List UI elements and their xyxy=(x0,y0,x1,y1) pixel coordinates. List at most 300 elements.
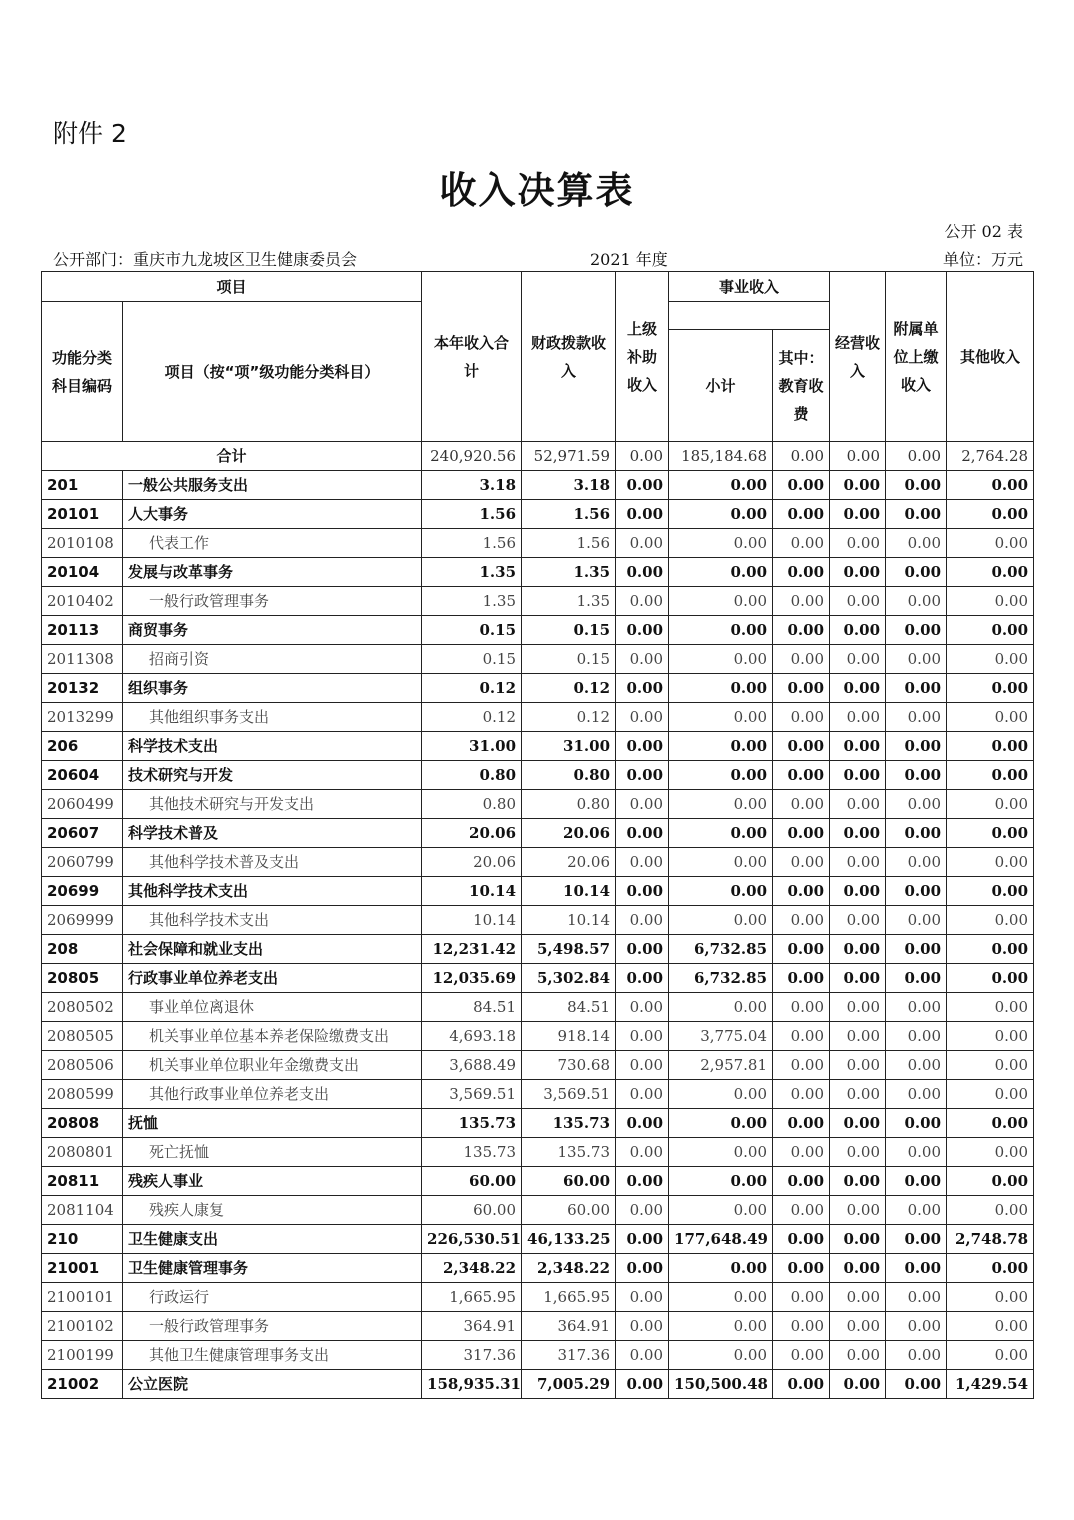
row-name: 机关事业单位职业年金缴费支出 xyxy=(123,1051,422,1080)
row-value: 0.00 xyxy=(669,616,773,645)
row-value: 0.00 xyxy=(947,993,1034,1022)
row-name: 其他行政事业单位养老支出 xyxy=(123,1080,422,1109)
row-value: 0.12 xyxy=(422,703,522,732)
row-value: 0.00 xyxy=(886,587,947,616)
row-value: 0.80 xyxy=(422,761,522,790)
row-value: 0.15 xyxy=(522,645,616,674)
row-value: 0.00 xyxy=(947,703,1034,732)
row-value: 0.00 xyxy=(830,645,886,674)
row-value: 0.00 xyxy=(886,471,947,500)
total-cell: 52,971.59 xyxy=(522,442,616,471)
row-value: 0.00 xyxy=(773,906,830,935)
row-value: 0.00 xyxy=(886,819,947,848)
row-value: 0.00 xyxy=(773,1080,830,1109)
row-value: 0.00 xyxy=(886,1225,947,1254)
row-value: 0.00 xyxy=(773,645,830,674)
page-title: 收入决算表 xyxy=(439,169,635,212)
row-name: 行政事业单位养老支出 xyxy=(123,964,422,993)
row-value: 0.00 xyxy=(616,790,669,819)
row-value: 0.12 xyxy=(522,674,616,703)
row-name: 其他科学技术支出 xyxy=(123,877,422,906)
row-code: 2100199 xyxy=(42,1341,123,1370)
row-code: 20607 xyxy=(42,819,123,848)
row-code: 201 xyxy=(42,471,123,500)
row-value: 0.00 xyxy=(830,1138,886,1167)
row-value: 1.56 xyxy=(422,529,522,558)
row-value: 0.00 xyxy=(947,1080,1034,1109)
row-value: 0.00 xyxy=(616,906,669,935)
row-value: 0.00 xyxy=(830,732,886,761)
row-value: 0.00 xyxy=(886,529,947,558)
row-value: 0.00 xyxy=(669,761,773,790)
row-value: 0.12 xyxy=(522,703,616,732)
row-name: 抚恤 xyxy=(123,1109,422,1138)
row-code: 20604 xyxy=(42,761,123,790)
row-value: 0.00 xyxy=(830,703,886,732)
row-value: 46,133.25 xyxy=(522,1225,616,1254)
row-value: 0.00 xyxy=(886,1080,947,1109)
row-value: 0.00 xyxy=(830,1254,886,1283)
row-value: 0.00 xyxy=(773,732,830,761)
row-value: 0.12 xyxy=(422,674,522,703)
row-value: 0.00 xyxy=(616,761,669,790)
row-value: 0.00 xyxy=(830,1109,886,1138)
row-value: 0.00 xyxy=(886,500,947,529)
row-code: 20101 xyxy=(42,500,123,529)
row-value: 0.00 xyxy=(616,1254,669,1283)
row-name: 科学技术普及 xyxy=(123,819,422,848)
table-row xyxy=(42,732,1034,761)
row-value: 0.00 xyxy=(669,1138,773,1167)
table-row xyxy=(42,616,1034,645)
row-value: 3,688.49 xyxy=(422,1051,522,1080)
row-value: 0.00 xyxy=(616,964,669,993)
row-value: 20.06 xyxy=(422,819,522,848)
row-value: 0.00 xyxy=(616,1196,669,1225)
row-value: 1.35 xyxy=(522,587,616,616)
row-value: 0.00 xyxy=(947,587,1034,616)
row-value: 0.00 xyxy=(669,471,773,500)
row-value: 0.00 xyxy=(616,1109,669,1138)
row-value: 0.00 xyxy=(830,761,886,790)
row-value: 2,348.22 xyxy=(422,1254,522,1283)
row-value: 0.00 xyxy=(947,761,1034,790)
row-value: 0.00 xyxy=(947,674,1034,703)
row-code: 20811 xyxy=(42,1167,123,1196)
row-value: 0.00 xyxy=(773,1341,830,1370)
table-row xyxy=(42,1225,1034,1254)
header-operating: 经营收入 xyxy=(830,272,886,442)
row-name: 死亡抚恤 xyxy=(123,1138,422,1167)
row-value: 0.00 xyxy=(669,703,773,732)
row-value: 0.00 xyxy=(616,1022,669,1051)
row-value: 0.00 xyxy=(669,848,773,877)
table-row xyxy=(42,819,1034,848)
row-value: 0.00 xyxy=(947,877,1034,906)
row-value: 0.00 xyxy=(773,500,830,529)
row-value: 10.14 xyxy=(422,906,522,935)
row-name: 公立医院 xyxy=(123,1370,422,1399)
header-business: 事业收入 xyxy=(669,272,830,302)
row-value: 317.36 xyxy=(522,1341,616,1370)
row-value: 0.00 xyxy=(947,616,1034,645)
row-value: 135.73 xyxy=(422,1109,522,1138)
table-row xyxy=(42,964,1034,993)
row-code: 206 xyxy=(42,732,123,761)
row-value: 3.18 xyxy=(422,471,522,500)
row-value: 0.00 xyxy=(616,1341,669,1370)
row-value: 0.00 xyxy=(669,790,773,819)
row-value: 3,775.04 xyxy=(669,1022,773,1051)
row-value: 0.00 xyxy=(773,674,830,703)
row-value: 0.00 xyxy=(886,1022,947,1051)
row-value: 1,665.95 xyxy=(522,1283,616,1312)
table-row xyxy=(42,993,1034,1022)
row-value: 0.00 xyxy=(773,1109,830,1138)
row-code: 21002 xyxy=(42,1370,123,1399)
row-value: 0.00 xyxy=(616,1167,669,1196)
row-value: 0.80 xyxy=(522,761,616,790)
row-value: 0.80 xyxy=(422,790,522,819)
total-cell: 0.00 xyxy=(773,442,830,471)
row-value: 150,500.48 xyxy=(669,1370,773,1399)
row-value: 3.18 xyxy=(522,471,616,500)
row-value: 0.00 xyxy=(669,993,773,1022)
row-code: 2080599 xyxy=(42,1080,123,1109)
row-value: 0.00 xyxy=(886,935,947,964)
table-row xyxy=(42,1370,1034,1399)
row-code: 2081104 xyxy=(42,1196,123,1225)
row-code: 2010108 xyxy=(42,529,123,558)
row-value: 0.00 xyxy=(669,732,773,761)
row-name: 发展与改革事务 xyxy=(123,558,422,587)
row-value: 0.80 xyxy=(522,790,616,819)
row-value: 0.00 xyxy=(947,964,1034,993)
row-value: 0.00 xyxy=(616,848,669,877)
row-value: 364.91 xyxy=(522,1312,616,1341)
table-row xyxy=(42,1254,1034,1283)
row-value: 0.00 xyxy=(616,1283,669,1312)
total-cell: 0.00 xyxy=(830,442,886,471)
table-row xyxy=(42,1283,1034,1312)
row-value: 0.00 xyxy=(830,964,886,993)
row-value: 0.00 xyxy=(773,819,830,848)
row-value: 0.00 xyxy=(886,1196,947,1225)
row-value: 0.00 xyxy=(669,500,773,529)
row-value: 0.00 xyxy=(830,1196,886,1225)
row-code: 2100101 xyxy=(42,1283,123,1312)
row-value: 0.00 xyxy=(947,1109,1034,1138)
row-code: 2069999 xyxy=(42,906,123,935)
row-value: 0.00 xyxy=(669,674,773,703)
row-value: 0.00 xyxy=(773,703,830,732)
income-table xyxy=(41,271,1034,1399)
total-cell: 185,184.68 xyxy=(669,442,773,471)
row-name: 代表工作 xyxy=(123,529,422,558)
row-value: 12,231.42 xyxy=(422,935,522,964)
row-value: 0.00 xyxy=(669,1283,773,1312)
total-label: 合计 xyxy=(42,442,422,471)
row-value: 0.00 xyxy=(830,1225,886,1254)
row-value: 730.68 xyxy=(522,1051,616,1080)
row-value: 0.00 xyxy=(669,587,773,616)
row-value: 0.00 xyxy=(773,993,830,1022)
row-value: 0.00 xyxy=(947,1312,1034,1341)
row-value: 6,732.85 xyxy=(669,964,773,993)
row-name: 卫生健康支出 xyxy=(123,1225,422,1254)
row-value: 0.00 xyxy=(773,1022,830,1051)
row-value: 0.00 xyxy=(830,529,886,558)
table-row xyxy=(42,848,1034,877)
row-name: 其他组织事务支出 xyxy=(123,703,422,732)
row-value: 0.00 xyxy=(773,1138,830,1167)
row-name: 残疾人康复 xyxy=(123,1196,422,1225)
row-value: 1.56 xyxy=(522,500,616,529)
row-code: 20805 xyxy=(42,964,123,993)
row-value: 0.00 xyxy=(773,587,830,616)
row-value: 0.00 xyxy=(830,1370,886,1399)
row-value: 0.00 xyxy=(947,1022,1034,1051)
row-value: 0.00 xyxy=(947,529,1034,558)
row-name: 卫生健康管理事务 xyxy=(123,1254,422,1283)
row-value: 0.00 xyxy=(773,1225,830,1254)
row-value: 0.00 xyxy=(886,1254,947,1283)
row-value: 0.00 xyxy=(669,529,773,558)
row-value: 0.00 xyxy=(669,1196,773,1225)
row-value: 0.00 xyxy=(616,587,669,616)
row-value: 0.00 xyxy=(947,645,1034,674)
header-other: 其他收入 xyxy=(947,272,1034,442)
row-value: 60.00 xyxy=(422,1167,522,1196)
header-project: 项目 xyxy=(42,272,422,302)
row-value: 158,935.31 xyxy=(422,1370,522,1399)
row-value: 1.56 xyxy=(422,500,522,529)
row-value: 0.00 xyxy=(616,1225,669,1254)
row-value: 0.00 xyxy=(830,1341,886,1370)
table-row xyxy=(42,529,1034,558)
row-value: 7,005.29 xyxy=(522,1370,616,1399)
row-name: 社会保障和就业支出 xyxy=(123,935,422,964)
row-name: 其他科学技术支出 xyxy=(123,906,422,935)
row-value: 1,665.95 xyxy=(422,1283,522,1312)
total-cell: 0.00 xyxy=(886,442,947,471)
row-value: 0.00 xyxy=(773,558,830,587)
header-total: 本年收入合计 xyxy=(422,272,522,442)
table-row xyxy=(42,674,1034,703)
row-value: 3,569.51 xyxy=(522,1080,616,1109)
header-subtotal: 小计 xyxy=(669,330,773,442)
row-value: 84.51 xyxy=(522,993,616,1022)
row-code: 20808 xyxy=(42,1109,123,1138)
department-label: 公开部门：重庆市九龙坡区卫生健康委员会 xyxy=(53,250,358,269)
row-value: 0.00 xyxy=(616,993,669,1022)
row-name: 技术研究与开发 xyxy=(123,761,422,790)
row-value: 0.00 xyxy=(830,500,886,529)
row-value: 0.00 xyxy=(773,877,830,906)
row-value: 60.00 xyxy=(522,1196,616,1225)
table-row xyxy=(42,761,1034,790)
header-affiliated: 附属单位上缴收入 xyxy=(886,272,947,442)
row-value: 0.00 xyxy=(773,1051,830,1080)
row-value: 0.00 xyxy=(886,703,947,732)
row-value: 0.00 xyxy=(830,993,886,1022)
row-value: 0.00 xyxy=(830,587,886,616)
row-name: 一般公共服务支出 xyxy=(123,471,422,500)
row-name: 组织事务 xyxy=(123,674,422,703)
header-edu: 其中：教育收费 xyxy=(773,330,830,442)
row-value: 0.00 xyxy=(616,732,669,761)
row-value: 60.00 xyxy=(522,1167,616,1196)
row-value: 0.00 xyxy=(947,471,1034,500)
row-value: 0.00 xyxy=(616,1138,669,1167)
row-value: 84.51 xyxy=(422,993,522,1022)
table-row xyxy=(42,645,1034,674)
table-row xyxy=(42,1080,1034,1109)
row-value: 0.00 xyxy=(773,1283,830,1312)
row-value: 0.00 xyxy=(616,500,669,529)
row-value: 0.00 xyxy=(830,616,886,645)
row-value: 0.00 xyxy=(886,790,947,819)
row-value: 0.00 xyxy=(830,848,886,877)
header-upper: 上级补助收入 xyxy=(616,272,669,442)
header-code: 功能分类科目编码 xyxy=(42,302,123,442)
row-code: 20113 xyxy=(42,616,123,645)
row-value: 0.00 xyxy=(616,645,669,674)
row-value: 0.00 xyxy=(616,558,669,587)
row-value: 0.15 xyxy=(522,616,616,645)
row-value: 0.00 xyxy=(773,761,830,790)
row-value: 0.00 xyxy=(616,819,669,848)
row-value: 0.00 xyxy=(947,1196,1034,1225)
row-value: 0.00 xyxy=(886,645,947,674)
row-value: 0.00 xyxy=(947,1167,1034,1196)
row-value: 0.00 xyxy=(886,964,947,993)
row-value: 1,429.54 xyxy=(947,1370,1034,1399)
row-value: 0.00 xyxy=(886,674,947,703)
row-code: 2080801 xyxy=(42,1138,123,1167)
row-value: 0.00 xyxy=(616,471,669,500)
row-value: 0.00 xyxy=(947,1051,1034,1080)
form-number: 公开 02 表 xyxy=(944,222,1023,241)
row-name: 一般行政管理事务 xyxy=(123,587,422,616)
row-value: 1.56 xyxy=(522,529,616,558)
row-value: 10.14 xyxy=(522,877,616,906)
table-row xyxy=(42,1138,1034,1167)
row-value: 0.00 xyxy=(773,616,830,645)
row-code: 2011308 xyxy=(42,645,123,674)
row-value: 0.00 xyxy=(947,848,1034,877)
row-value: 0.00 xyxy=(886,732,947,761)
row-value: 0.00 xyxy=(830,790,886,819)
row-value: 0.00 xyxy=(830,674,886,703)
row-value: 0.00 xyxy=(669,1312,773,1341)
row-code: 2080505 xyxy=(42,1022,123,1051)
row-value: 0.00 xyxy=(947,819,1034,848)
total-cell: 0.00 xyxy=(616,442,669,471)
row-value: 0.00 xyxy=(886,993,947,1022)
row-name: 商贸事务 xyxy=(123,616,422,645)
row-value: 4,693.18 xyxy=(422,1022,522,1051)
row-name: 其他卫生健康管理事务支出 xyxy=(123,1341,422,1370)
row-value: 0.00 xyxy=(773,790,830,819)
unit-label: 单位：万元 xyxy=(942,250,1023,269)
row-value: 0.00 xyxy=(947,500,1034,529)
table-row xyxy=(42,1312,1034,1341)
row-value: 0.15 xyxy=(422,645,522,674)
row-value: 10.14 xyxy=(522,906,616,935)
row-value: 0.00 xyxy=(773,1370,830,1399)
row-code: 2080506 xyxy=(42,1051,123,1080)
row-value: 0.00 xyxy=(886,1051,947,1080)
row-value: 0.00 xyxy=(886,1341,947,1370)
row-value: 0.00 xyxy=(773,529,830,558)
row-value: 10.14 xyxy=(422,877,522,906)
row-value: 0.00 xyxy=(773,1196,830,1225)
row-value: 20.06 xyxy=(522,848,616,877)
row-value: 0.00 xyxy=(669,877,773,906)
table-row xyxy=(42,1109,1034,1138)
row-value: 0.00 xyxy=(886,616,947,645)
row-code: 210 xyxy=(42,1225,123,1254)
row-value: 20.06 xyxy=(422,848,522,877)
row-value: 0.00 xyxy=(669,1080,773,1109)
row-value: 0.00 xyxy=(669,645,773,674)
table-row xyxy=(42,1196,1034,1225)
row-value: 20.06 xyxy=(522,819,616,848)
row-value: 135.73 xyxy=(522,1138,616,1167)
row-value: 5,498.57 xyxy=(522,935,616,964)
row-value: 0.00 xyxy=(886,761,947,790)
row-name: 人大事务 xyxy=(123,500,422,529)
row-value: 0.00 xyxy=(669,1109,773,1138)
row-value: 0.00 xyxy=(886,1167,947,1196)
row-value: 0.00 xyxy=(669,906,773,935)
row-value: 0.00 xyxy=(773,1167,830,1196)
row-name: 残疾人事业 xyxy=(123,1167,422,1196)
table-row xyxy=(42,500,1034,529)
row-code: 208 xyxy=(42,935,123,964)
row-value: 0.00 xyxy=(616,935,669,964)
row-value: 177,648.49 xyxy=(669,1225,773,1254)
row-code: 20132 xyxy=(42,674,123,703)
row-code: 20104 xyxy=(42,558,123,587)
row-code: 20699 xyxy=(42,877,123,906)
row-value: 0.00 xyxy=(886,1109,947,1138)
row-value: 1.35 xyxy=(422,587,522,616)
row-value: 0.15 xyxy=(422,616,522,645)
row-value: 0.00 xyxy=(830,819,886,848)
row-code: 2060499 xyxy=(42,790,123,819)
row-name: 其他技术研究与开发支出 xyxy=(123,790,422,819)
header-fiscal: 财政拨款收入 xyxy=(522,272,616,442)
row-value: 0.00 xyxy=(886,1312,947,1341)
row-value: 0.00 xyxy=(773,848,830,877)
row-name: 科学技术支出 xyxy=(123,732,422,761)
row-value: 0.00 xyxy=(830,1167,886,1196)
total-cell: 240,920.56 xyxy=(422,442,522,471)
row-value: 0.00 xyxy=(616,1312,669,1341)
row-value: 0.00 xyxy=(830,558,886,587)
row-value: 0.00 xyxy=(830,877,886,906)
row-name: 一般行政管理事务 xyxy=(123,1312,422,1341)
row-name: 招商引资 xyxy=(123,645,422,674)
year-label: 2021 年度 xyxy=(590,250,668,269)
row-value: 0.00 xyxy=(947,732,1034,761)
row-value: 0.00 xyxy=(886,1138,947,1167)
row-value: 1.35 xyxy=(522,558,616,587)
row-value: 0.00 xyxy=(669,1254,773,1283)
table-row xyxy=(42,935,1034,964)
